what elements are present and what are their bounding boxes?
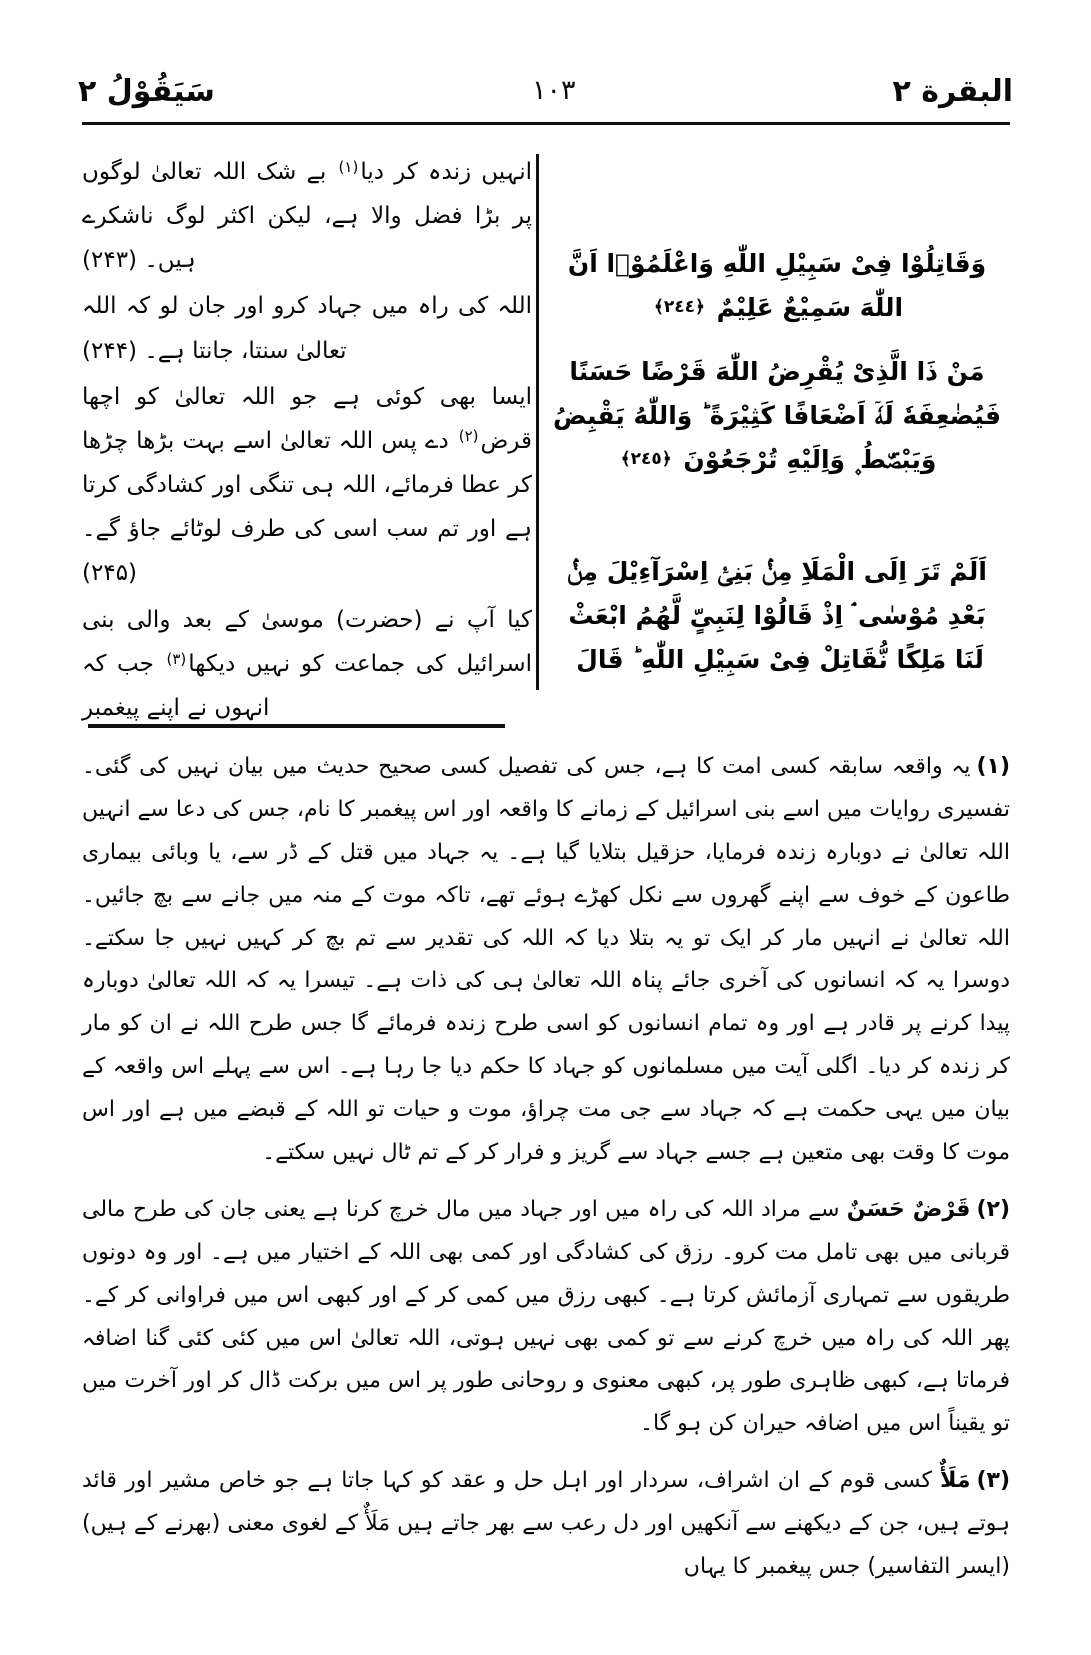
column-divider-rule xyxy=(536,154,539,690)
footnote-2-marker: (۲) xyxy=(976,1196,1011,1222)
footnote-3 xyxy=(82,1460,1010,1589)
translation-244 xyxy=(82,284,532,372)
footnote-ref-2[interactable]: (۲) xyxy=(458,426,479,445)
translation-243-text-after: بے شک اللہ تعالیٰ لوگوں پر بڑا فضل والا ہے، لیکن اکثر لوگ ناشکرے ہیں۔ (۲۴۳) xyxy=(82,159,532,274)
footnote-2-term: قَرْضٌ حَسَنٌ xyxy=(846,1196,971,1222)
ayah-245-text: مَنْ ذَا الَّذِیْ یُقْرِضُ اللّٰهَ قَرْضًا حَسَنًا فَیُضٰعِفَهٗ لَهٗۤ اَضْعَافًا كَثِیْرَةً ؕ وَاللّٰهُ یَقْبِضُ وَیَبْصُۜطُ ۪ وَاِلَیْهِ تُرْجَعُوْنَ xyxy=(553,357,1001,474)
footnote-2 xyxy=(82,1189,1010,1446)
footnote-1 xyxy=(82,746,1010,1175)
urdu-translation-column xyxy=(82,150,533,721)
footnote-3-marker: (۳) xyxy=(976,1468,1010,1494)
translation-246 xyxy=(82,598,532,730)
footnote-ref-1[interactable]: (۱) xyxy=(338,158,359,176)
translation-246-text-before: کیا آپ نے (حضرت) موسیٰ کے بعد والی بنی اسرائیل کی جماعت کو نہیں دیکھا xyxy=(82,606,532,677)
footnote-1-text: یہ واقعہ سابقہ کسی امت کا ہے، جس کی تفصیل کسی صحیح حدیث میں بیان نہیں کی گئی۔ تفسیری روایات میں اسے بنی اسرائیل کے زمانے کا واقعہ اور اس پیغمبر کا نام، جس کی دعا سے انہیں اللہ تعالیٰ نے دوبارہ زندہ فرمایا، حزقیل بتلایا گیا ہے۔ یہ جہاد میں قتل کے ڈر سے، یا وبائی بیماری طاعون کے خوف سے اپنے گھروں سے نکل کھڑے ہوئے تھے، تاکہ موت کے منہ میں جانے سے بچ جائیں۔ اللہ تعالیٰ نے انہیں مار کر ایک تو یہ بتلا دیا کہ اللہ کی تقدیر سے تم بچ کر کہیں نہیں جا سکتے۔ دوسرا یہ کہ انسانوں کی آخری جائے پناہ اللہ تعالیٰ ہی کی ذات ہے۔ تیسرا یہ کہ اللہ تعالیٰ دوبارہ پیدا کرنے پر قادر ہے اور وہ تمام انسانوں کو اسی طرح زندہ فرمائے گا جس طرح اللہ نے ان کو مار کر زندہ کر دیا۔ اگلی آیت میں مسلمانوں کو جہاد کا حکم دیا جا رہا ہے۔ اس سے پہلے اس واقعہ کے بیان میں یہی حکمت ہے کہ جہاد سے جی مت چراؤ، موت و حیات تو اللہ کے قبضے میں ہے اور اس موت کا وقت بھی متعین ہے جسے جہاد سے گریز و فرار کر کے تم ٹال نہیں سکتے۔ xyxy=(82,754,1010,1166)
footnote-1-marker: (۱) xyxy=(976,754,1010,779)
page-header xyxy=(78,62,1013,120)
ayah-244-number: ﴿٢٤٤﴾ xyxy=(653,296,705,317)
footnote-ref-3[interactable]: (۳) xyxy=(166,649,187,668)
header-divider-rule xyxy=(82,122,1010,125)
footnote-divider-rule xyxy=(88,724,505,728)
ayah-245 xyxy=(550,350,1004,481)
translation-245 xyxy=(82,375,532,596)
ayah-246 xyxy=(550,550,1004,681)
footnote-3-term: مَلَأٌ xyxy=(940,1468,971,1494)
ayah-244-text: وَقَاتِلُوْا فِیْ سَبِیْلِ اللّٰهِ وَاعْلَمُوْۤا اَنَّ اللّٰهَ سَمِیْعٌ عَلِیْمٌ xyxy=(567,249,987,322)
footnote-3-text: کسی قوم کے ان اشراف، سردار اور اہل حل و عقد کو کہا جاتا ہے جو خاص مشیر اور قائد ہوتے ہیں، جن کے دیکھنے سے آنکھیں اور دل رعب سے بھر جاتے ہیں مَلَأٌ کے لغوی معنی (بھرنے کے ہیں) (ایسر التفاسیر) جس پیغمبر کا یہاں xyxy=(82,1468,1010,1580)
translation-243 xyxy=(82,150,532,282)
translation-246-text-after: جب کہ انہوں نے اپنے پیغمبر xyxy=(82,650,270,721)
footnote-2-text: سے مراد اللہ کی راہ میں اور جہاد میں مال خرچ کرنا ہے یعنی جان کی طرح مالی قربانی میں بھی تامل مت کرو۔ رزق کی کشادگی اور کمی بھی اللہ کے اختیار میں ہے۔ اور وہ دونوں طریقوں سے تمہاری آزمائش کرتا ہے۔ کبھی رزق میں کمی کر کے اور کبھی اس میں فراوانی کر کے۔ پھر اللہ کی راہ میں خرچ کرنے سے تو کمی بھی نہیں ہوتی، اللہ تعالیٰ اس میں کئی کئی گنا اضافہ فرماتا ہے، کبھی ظاہری طور پر، کبھی معنوی و روحانی طور پر اس میں برکت ڈال کر اور آخرت میں تو یقیناً اس میں اضافہ حیران کن ہو گا۔ xyxy=(82,1196,1010,1437)
bilingual-text-block xyxy=(82,150,1010,721)
translation-244-text: اللہ کی راہ میں جہاد کرو اور جان لو کہ اللہ تعالیٰ سنتا، جانتا ہے۔ (۲۴۴) xyxy=(82,293,532,364)
ayah-246-text: اَلَمْ تَرَ اِلَی الْمَلَاِ مِنْۢ بَنِیْۤ اِسْرَآءِیْلَ مِنْۢ بَعْدِ مُوْسٰی ۘ اِذْ قَالُوْا لِنَبِیٍّ لَّهُمُ ابْعَثْ لَنَا مَلِكًا نُّقَاتِلْ فِیْ سَبِیْلِ اللّٰهِ ؕ قَالَ xyxy=(567,557,987,674)
header-surah-label: البقرة ٢ xyxy=(892,73,1013,109)
ayah-245-number: ﴿٢٤٥﴾ xyxy=(620,448,672,469)
footnotes-section xyxy=(82,746,1010,1603)
translation-245-text-after: دے پس اللہ تعالیٰ اسے بہت بڑھا چڑھا کر عطا فرمائے، اللہ ہی تنگی اور کشادگی کرتا ہے اور تم سب اسی کی طرف لوٹائے جاؤ گے۔ (۲۴۵) xyxy=(82,427,532,587)
page-number: ١٠٣ xyxy=(531,75,576,107)
header-para-label: سَیَقُوْلُ ٢ xyxy=(78,73,215,109)
arabic-verse-column xyxy=(544,150,1010,690)
translation-243-text-before: انہیں زندہ کر دیا xyxy=(360,159,533,185)
ayah-244 xyxy=(550,242,1004,330)
translation-245-text-before: ایسا بھی کوئی ہے جو اللہ تعالیٰ کو اچھا قرض xyxy=(82,383,532,454)
